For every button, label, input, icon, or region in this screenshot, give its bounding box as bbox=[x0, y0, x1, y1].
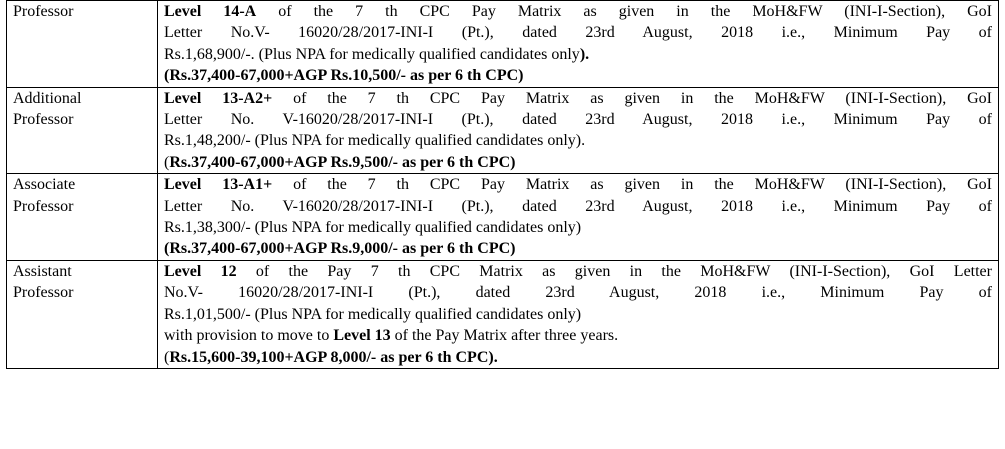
table-row-associate-professor bbox=[7, 174, 999, 261]
old-pay-scale: (Rs.37,400-67,000+AGP Rs.9,000/- as per 6 th CPC) bbox=[164, 240, 516, 258]
post-name-line: Associate bbox=[13, 176, 76, 194]
description-line: No.V- 16020/28/2017-INI-I (Pt.), dated 23rd August, 2018 i.e., Minimum Pay of bbox=[164, 284, 992, 302]
description-line: Level 14-A of the 7 th CPC Pay Matrix as given in the MoH&FW (INI-I-Section), GoI bbox=[164, 3, 993, 20]
table-row-professor bbox=[7, 1, 999, 88]
description-line: Letter No. V-16020/28/2017-INI-I (Pt.), dated 23rd August, 2018 i.e., Minimum Pay of bbox=[164, 197, 992, 215]
pay-description-cell bbox=[158, 1, 999, 88]
post-name-cell bbox=[7, 260, 158, 368]
table-row-additional-professor bbox=[7, 87, 999, 174]
post-name-cell bbox=[7, 174, 158, 261]
post-name-cell bbox=[7, 87, 158, 174]
description-line: Level 13-A1+ of the 7 th CPC Pay Matrix as given in the MoH&FW (INI-I-Section), GoI bbox=[164, 176, 993, 194]
provision-line: with provision to move to Level 13 of the Pay Matrix after three years. bbox=[164, 327, 619, 345]
table-row-assistant-professor bbox=[7, 260, 999, 368]
post-name-line: Professor bbox=[13, 111, 74, 129]
pay-description-cell bbox=[158, 87, 999, 174]
pay-scale-table bbox=[6, 0, 999, 369]
post-name-line: Professor bbox=[13, 3, 74, 20]
description-line: Rs.1,68,900/-. (Plus NPA for medically qualified candidates only). bbox=[164, 45, 590, 63]
description-line: Level 13-A2+ of the 7 th CPC Pay Matrix as given in the MoH&FW (INI-I-Section), GoI bbox=[164, 89, 993, 107]
pay-description-cell bbox=[158, 260, 999, 368]
pay-description-cell bbox=[158, 174, 999, 261]
post-name-line: Professor bbox=[13, 197, 74, 215]
pay-level: Level 13-A2+ bbox=[164, 89, 273, 107]
description-line: Letter No. V-16020/28/2017-INI-I (Pt.), dated 23rd August, 2018 i.e., Minimum Pay of bbox=[164, 111, 992, 129]
post-name-cell bbox=[7, 1, 158, 88]
pay-level: Level 12 bbox=[164, 262, 237, 280]
pay-level: Level 13 bbox=[333, 327, 391, 345]
pay-level: Level 13-A1+ bbox=[164, 176, 273, 194]
description-line: Rs.1,48,200/- (Plus NPA for medically qualified candidates only). bbox=[164, 132, 586, 150]
description-line: Level 12 of the Pay 7 th CPC Matrix as given in the MoH&FW (INI-I-Section), GoI Letter bbox=[164, 262, 992, 280]
description-line: Rs.1,01,500/- (Plus NPA for medically qualified candidates only) bbox=[164, 305, 582, 323]
old-pay-scale: (Rs.37,400-67,000+AGP Rs.9,500/- as per 6 th CPC) bbox=[164, 153, 516, 171]
description-line: Rs.1,38,300/- (Plus NPA for medically qualified candidates only) bbox=[164, 219, 582, 237]
post-name-line: Additional bbox=[13, 89, 82, 107]
post-name-line: Professor bbox=[13, 284, 74, 302]
description-line: Letter No.V- 16020/28/2017-INI-I (Pt.), dated 23rd August, 2018 i.e., Minimum Pay of bbox=[164, 24, 992, 42]
post-name-line: Assistant bbox=[13, 262, 72, 280]
pay-level: Level 14-A bbox=[164, 3, 257, 20]
old-pay-scale: (Rs.15,600-39,100+AGP 8,000/- as per 6 th CPC). bbox=[164, 348, 498, 366]
old-pay-scale: (Rs.37,400-67,000+AGP Rs.10,500/- as per 6 th CPC) bbox=[164, 67, 524, 85]
